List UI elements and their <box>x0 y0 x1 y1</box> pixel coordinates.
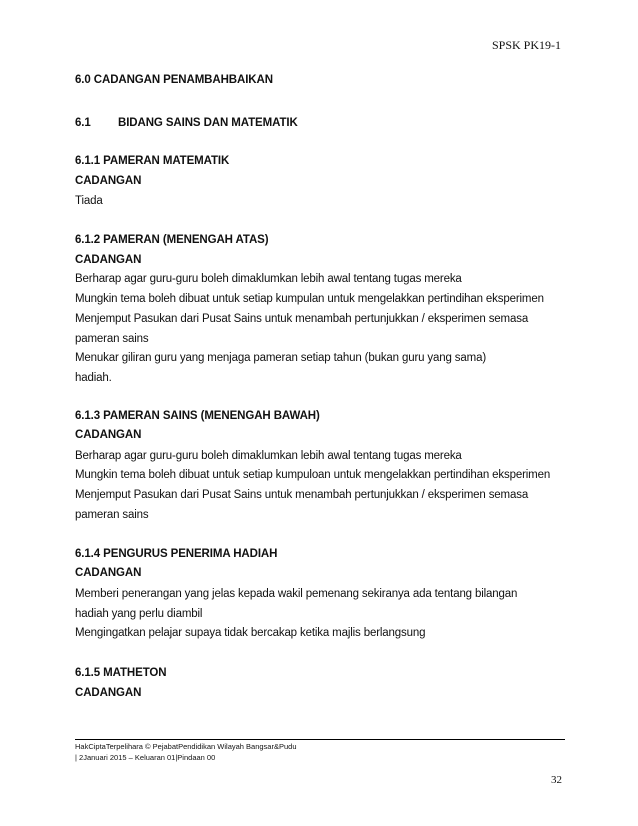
page-number: 32 <box>551 774 562 786</box>
body-line: Mungkin tema boleh dibuat untuk setiap kumpuloan untuk mengelakkan pertindihan eksperimen <box>75 469 551 481</box>
document-code: SPSK PK19-1 <box>491 38 561 52</box>
body-line: Berharap agar guru-guru boleh dimaklumkan lebih awal tentang tugas mereka <box>75 450 462 462</box>
section-heading-6-1-2: 6.1.2 PAMERAN (MENENGAH ATAS) <box>75 234 269 246</box>
body-line: hadiah yang perlu diambil <box>75 608 203 620</box>
footer-copyright: HakCiptaTerpelihara © PejabatPendidikan Wilayah Bangsar&Pudu <box>75 742 297 751</box>
body-line: Tiada <box>75 195 103 207</box>
cadangan-label: CADANGAN <box>75 687 142 699</box>
section-title-6-1: BIDANG SAINS DAN MATEMATIK <box>118 117 298 129</box>
cadangan-label: CADANGAN <box>75 429 142 441</box>
body-line: Menukar giliran guru yang menjaga pameran setiap tahun (bukan guru yang sama) <box>75 352 487 364</box>
body-line: pameran sains <box>75 509 149 521</box>
cadangan-label: CADANGAN <box>75 175 142 187</box>
body-line: Berharap agar guru-guru boleh dimaklumkan lebih awal tentang tugas mereka <box>75 273 462 285</box>
section-heading-6-1-4: 6.1.4 PENGURUS PENERIMA HADIAH <box>75 548 278 560</box>
body-line: Menjemput Pasukan dari Pusat Sains untuk menambah pertunjukkan / eksperimen semasa <box>75 313 529 325</box>
section-number-6-1: 6.1 <box>75 117 91 129</box>
body-line: pameran sains <box>75 333 149 345</box>
body-line: hadiah. <box>75 372 112 384</box>
body-line: Menjemput Pasukan dari Pusat Sains untuk menambah pertunjukkan / eksperimen semasa <box>75 489 529 501</box>
body-line: Mengingatkan pelajar supaya tidak bercakap ketika majlis berlangsung <box>75 627 426 639</box>
section-heading-6-1-1: 6.1.1 PAMERAN MATEMATIK <box>75 155 230 167</box>
section-heading-6-0: 6.0 CADANGAN PENAMBAHBAIKAN <box>75 74 273 86</box>
footer-release-info: | 2Januari 2015 – Keluaran 01|Pindaan 00 <box>75 753 216 762</box>
section-heading-6-1-3: 6.1.3 PAMERAN SAINS (MENENGAH BAWAH) <box>75 410 320 422</box>
body-line: Memberi penerangan yang jelas kepada wakil pemenang sekiranya ada tentang bilangan <box>75 588 518 600</box>
cadangan-label: CADANGAN <box>75 254 142 266</box>
section-heading-6-1-5: 6.1.5 MATHETON <box>75 667 167 679</box>
footer-divider <box>75 739 565 740</box>
body-line: Mungkin tema boleh dibuat untuk setiap kumpulan untuk mengelakkan pertindihan eksperimen <box>75 293 544 305</box>
cadangan-label: CADANGAN <box>75 567 142 579</box>
